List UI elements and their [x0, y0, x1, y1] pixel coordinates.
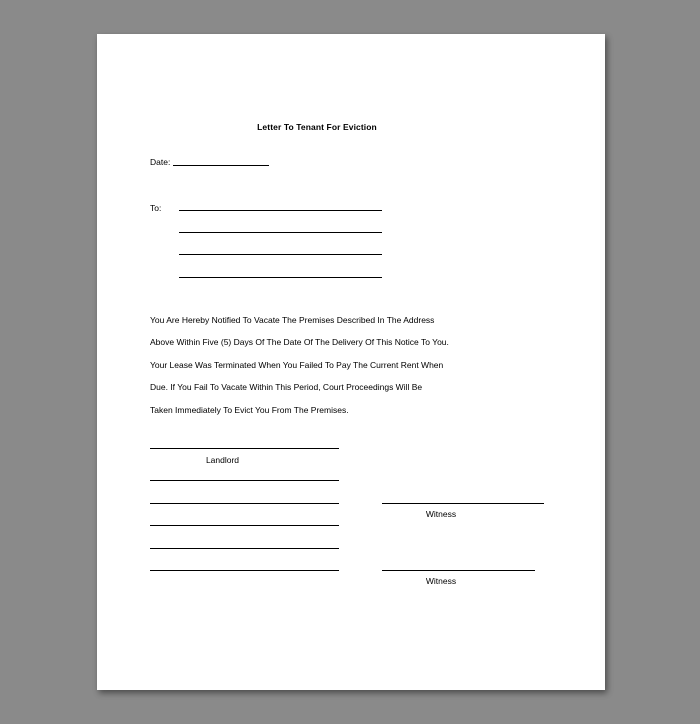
witness-signature-line-1 [382, 503, 544, 504]
address-line-4 [179, 277, 382, 278]
landlord-label: Landlord [205, 455, 240, 465]
landlord-line-5 [150, 548, 339, 549]
date-blank-line [173, 165, 269, 166]
body-line-5: Taken Immediately To Evict You From The Premises. [150, 405, 349, 415]
body-line-4: Due. If You Fail To Vacate Within This Period, Court Proceedings Will Be [150, 382, 423, 392]
landlord-line-4 [150, 525, 339, 526]
address-line-3 [179, 254, 382, 255]
witness-signature-line-2 [382, 570, 535, 571]
landlord-line-2 [150, 480, 339, 481]
landlord-line-3 [150, 503, 339, 504]
address-line-2 [179, 232, 382, 233]
date-label: Date: [150, 157, 171, 167]
body-line-3: Your Lease Was Terminated When You Failed To Pay The Current Rent When [150, 360, 444, 370]
address-line-1 [179, 210, 382, 211]
to-label: To: [150, 203, 162, 213]
letter-title: Letter To Tenant For Eviction [257, 122, 377, 132]
body-line-1: You Are Hereby Notified To Vacate The Premises Described In The Address [150, 315, 435, 325]
landlord-signature-line [150, 448, 339, 449]
landlord-line-6 [150, 570, 339, 571]
witness-label-2: Witness [425, 576, 457, 586]
body-line-2: Above Within Five (5) Days Of The Date Of The Delivery Of This Notice To You. [150, 337, 449, 347]
document-page [97, 34, 605, 690]
witness-label-1: Witness [425, 509, 457, 519]
